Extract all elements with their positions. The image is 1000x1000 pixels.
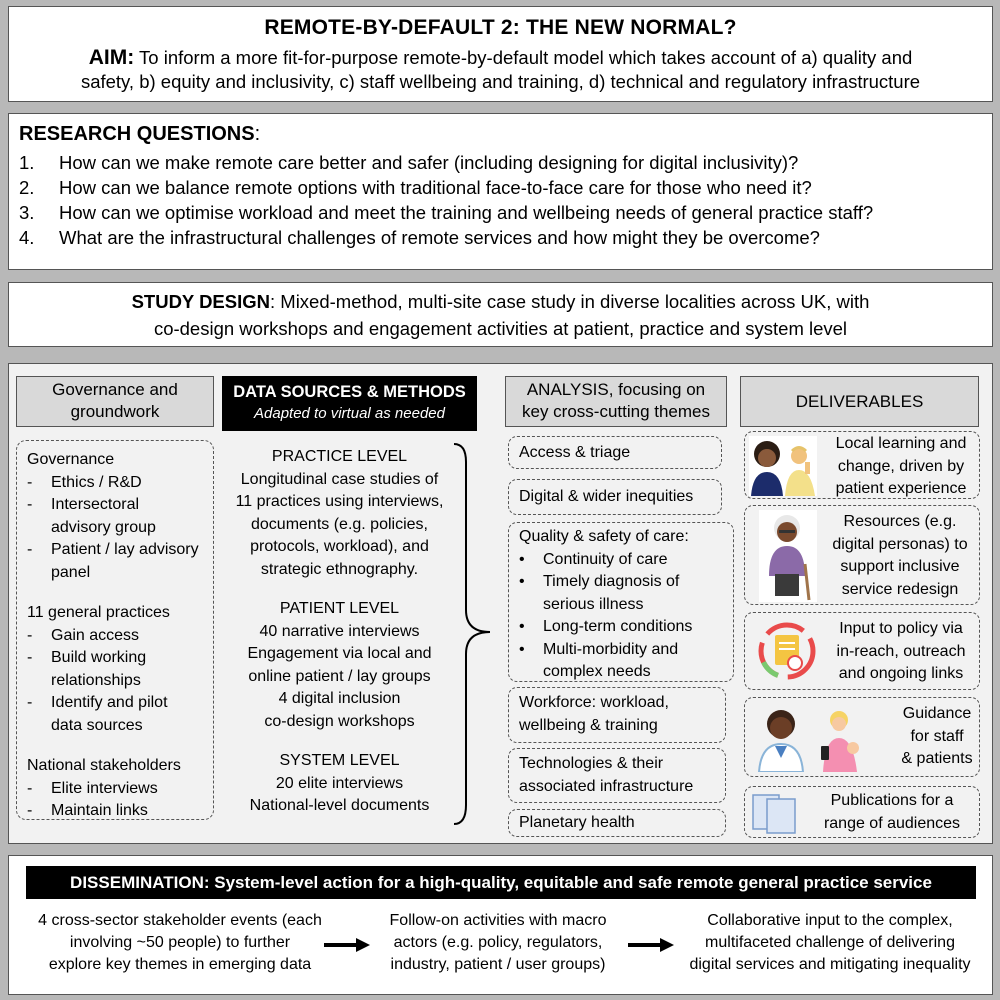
- governance-section-title: National stakeholders: [27, 757, 181, 774]
- governance-section-title: 11 general practices: [27, 604, 170, 621]
- curly-brace: [448, 440, 498, 830]
- list-item: - Gain access: [27, 626, 140, 644]
- policy-document-icon: [755, 617, 819, 685]
- arrow-right-icon: [322, 935, 372, 955]
- aim-statement: [9, 46, 992, 94]
- research-question: 1. How can we make remote care better and safer (including designing for digital inclusivity)?: [19, 152, 799, 173]
- dissemination-step-2: Follow-on activities with macro actors (e.g. policy, regulators, industry, patient / user groups): [389, 912, 607, 973]
- research-questions-list: [19, 150, 982, 250]
- study-design-line-1: : Mixed-method, multi-site case study in diverse localities across UK, with: [270, 291, 870, 312]
- page-title: REMOTE-BY-DEFAULT 2: THE NEW NORMAL?: [264, 16, 737, 39]
- arrow-right-icon: [626, 935, 676, 955]
- theme-workforce: Workforce: workload, wellbeing & training: [508, 687, 726, 743]
- study-design-panel: [8, 282, 993, 347]
- people-chatting-icon: [749, 436, 817, 496]
- list-item: - Build working relationships: [27, 649, 147, 689]
- research-questions-panel: [8, 113, 993, 270]
- list-item: • Multi-morbidity and complex needs: [519, 640, 679, 680]
- theme-access-triage: Access & triage: [508, 436, 722, 469]
- governance-header: Governance and groundwork: [16, 376, 214, 427]
- doctor-patient-icon: [751, 702, 871, 772]
- list-item: - Patient / lay advisory panel: [27, 541, 199, 581]
- study-design-label: STUDY DESIGN: [131, 291, 270, 312]
- theme-quality-safety: Quality & safety of care: • Continuity of care • Timely diagnosis of serious illness • Long-term conditions • Multi-morbidity and complex needs: [508, 522, 734, 682]
- deliverable-item: Input to policy via in-reach, outreach and ongoing links: [744, 612, 980, 690]
- data-sources-methods: PRACTICE LEVEL Longitudinal case studies of 11 practices using interviews, documents (e.g. policies, protocols, workload), and strategic ethnography. PATIENT LEVEL 40 narrative interviews Engagement via local and online patient / lay groups 4 digital inclusion co-design workshops SYSTEM LEVEL 20 elite interviews National-level documents: [222, 446, 457, 818]
- governance-box: [16, 440, 214, 820]
- analysis-header: ANALYSIS, focusing on key cross-cutting themes: [505, 376, 727, 427]
- research-question: 2. How can we balance remote options with traditional face-to-face care for those who need it?: [19, 177, 812, 198]
- dissemination-step-3: Collaborative input to the complex, multifaceted challenge of delivering digital services and mitigating inequality: [689, 912, 971, 973]
- deliverable-item: Local learning and change, driven by patient experience: [744, 431, 980, 499]
- theme-planetary-health: Planetary health: [508, 809, 726, 837]
- list-item: - Elite interviews: [27, 779, 158, 797]
- deliverables-header: DELIVERABLES: [740, 376, 979, 427]
- governance-section-title: Governance: [27, 451, 115, 468]
- theme-inequities: Digital & wider inequities: [508, 479, 722, 515]
- list-item: • Continuity of care: [519, 550, 668, 568]
- level-title: SYSTEM LEVEL: [279, 752, 400, 769]
- publications-icon: [749, 791, 801, 835]
- list-item: - Ethics / R&D: [27, 473, 142, 491]
- aim-line-1: To inform a more fit-for-purpose remote-by-default model which takes account of a) quality and: [134, 47, 913, 68]
- level-title: PATIENT LEVEL: [279, 600, 400, 617]
- deliverable-item: Resources (e.g. digital personas) to support inclusive service redesign: [744, 505, 980, 605]
- dissemination-header: DISSEMINATION: System-level action for a high-quality, equitable and safe remote general practice service: [26, 866, 976, 899]
- level-title: PRACTICE LEVEL: [271, 448, 408, 465]
- study-design-line-2: co-design workshops and engagement activities at patient, practice and system level: [153, 318, 848, 339]
- deliverable-item: Publications for a range of audiences: [744, 786, 980, 838]
- aim-label: AIM:: [88, 46, 135, 69]
- research-question: 3. How can we optimise workload and meet the training and wellbeing needs of general practice staff?: [19, 202, 874, 223]
- list-item: • Long-term conditions: [519, 618, 693, 635]
- elderly-persona-icon: [759, 510, 817, 602]
- list-item: - Maintain links: [27, 802, 148, 819]
- research-questions-heading: RESEARCH QUESTIONS:: [19, 123, 261, 145]
- list-item: - Identify and pilot data sources: [27, 694, 168, 734]
- deliverable-item: Guidance for staff & patients: [744, 697, 980, 777]
- title-panel: [8, 6, 993, 102]
- research-question: 4. What are the infrastructural challenges of remote services and how might they be overcome?: [19, 227, 820, 248]
- aim-line-2: safety, b) equity and inclusivity, c) staff wellbeing and training, d) technical and regulatory infrastructure: [80, 71, 921, 92]
- data-sources-header: DATA SOURCES & METHODS Adapted to virtual as needed: [222, 376, 477, 431]
- list-item: • Timely diagnosis of serious illness: [519, 573, 680, 613]
- dissemination-step-1: 4 cross-sector stakeholder events (each involving ~50 people) to further explore key themes in emerging data: [38, 912, 322, 973]
- theme-technologies: Technologies & their associated infrastructure: [508, 748, 726, 803]
- list-item: - Intersectoral advisory group: [27, 496, 156, 536]
